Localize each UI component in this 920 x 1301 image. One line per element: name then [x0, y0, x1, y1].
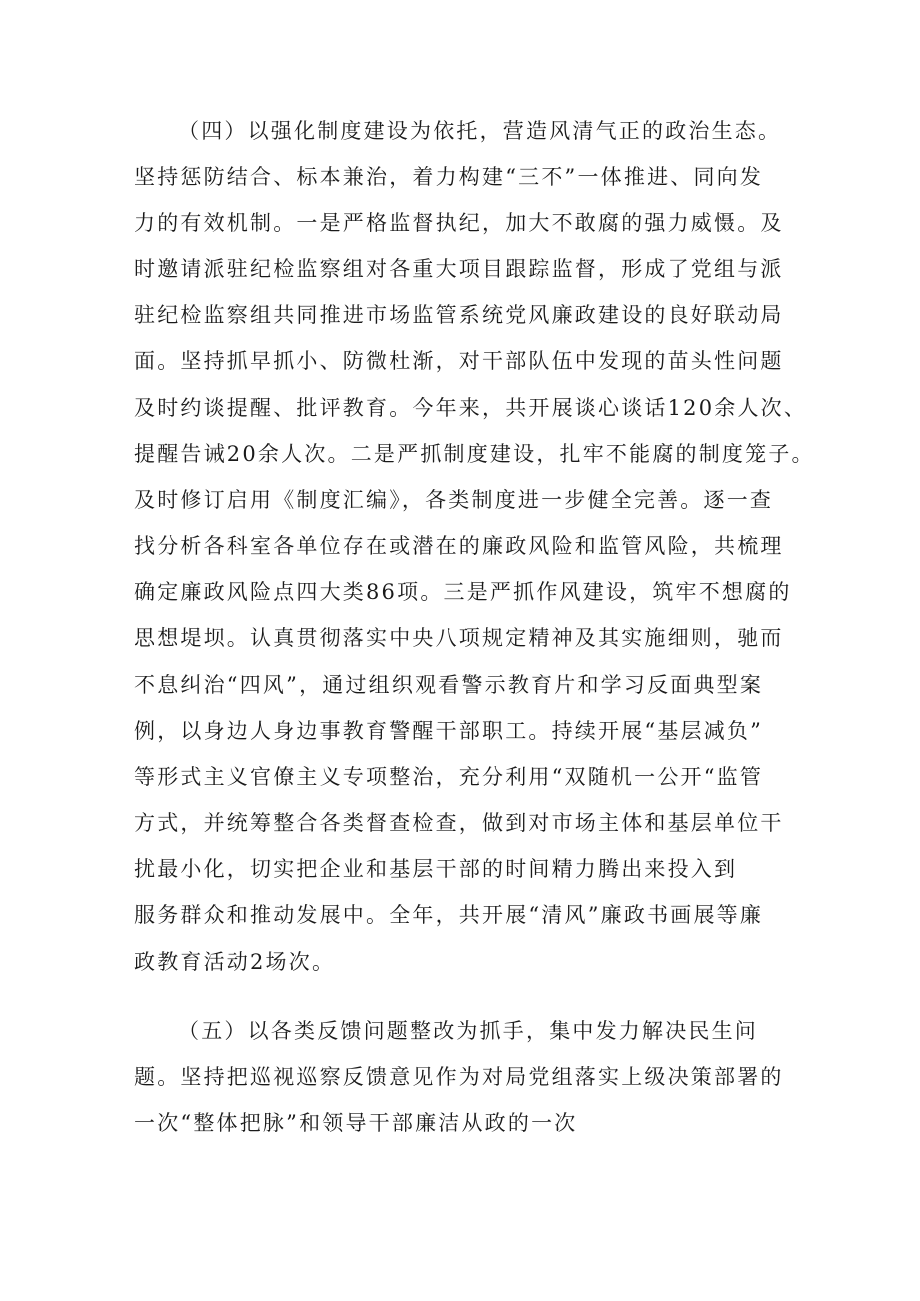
text-line: 题。坚持把巡视巡察反馈意见作为对局党组落实上级决策部署的: [134, 1065, 784, 1089]
text-line: 等形式主义官僚主义专项整治，充分利用“双随机一公开“监管: [134, 765, 764, 789]
text-line: 方式，并统筹整合各类督查检查，做到对市场主体和基层单位干: [134, 811, 784, 835]
text-line: 扰最小化，切实把企业和基层干部的时间精力腾出来投入到: [134, 857, 738, 881]
paragraph-5-heading-line: （五）以各类反馈问题整改为抓手，集中发力解决民生问: [178, 1019, 758, 1043]
text-line: 找分析各科室各单位存在或潜在的廉政风险和监管风险，共梳理: [134, 534, 784, 558]
text-line: 服务群众和推动发展中。全年，共开展“清风”廉政书画展等廉: [134, 903, 764, 927]
text-line: 一次“整体把脉”和领导干部廉洁从政的一次: [134, 1111, 578, 1135]
text-line: 时邀请派驻纪检监察组对各重大项目跟踪监督，形成了党组与派: [134, 257, 784, 281]
paragraph-4-heading-line: （四）以强化制度建设为依托，营造风清气正的政治生态。: [178, 119, 782, 143]
text-line: 坚持惩防结合、标本兼治，着力构建“三不”一体推进、同向发: [134, 165, 764, 189]
text-line: 确定廉政风险点四大类86项。三是严抓作风建设，筑牢不想腐的: [134, 580, 792, 604]
text-line: 驻纪检监察组共同推进市场监管系统党风廉政建设的良好联动局: [134, 303, 784, 327]
text-line: 思想堤坝。认真贯彻落实中央八项规定精神及其实施细则，驰而: [134, 626, 784, 650]
text-line: 力的有效机制。一是严格监督执纪，加大不敢腐的强力威慑。及: [134, 211, 784, 235]
text-line: 及时修订启用《制度汇编》，各类制度进一步健全完善。逐一查: [134, 488, 774, 512]
text-line: 提醒告诫20余人次。二是严抓制度建设，扎牢不能腐的制度笼子。: [134, 442, 815, 466]
text-line: 不息纠治“四风”，通过组织观看警示教育片和学习反面典型案: [134, 673, 764, 697]
text-line: 政教育活动2场次。: [134, 950, 336, 974]
text-line: 及时约谈提醒、批评教育。今年来，共开展谈心谈话120余人次、: [134, 396, 808, 420]
text-line: 例，以身边人身边事教育警醒干部职工。持续开展“基层减负”: [134, 719, 764, 743]
text-line: 面。坚持抓早抓小、防微杜渐，对干部队伍中发现的苗头性问题: [134, 349, 784, 373]
